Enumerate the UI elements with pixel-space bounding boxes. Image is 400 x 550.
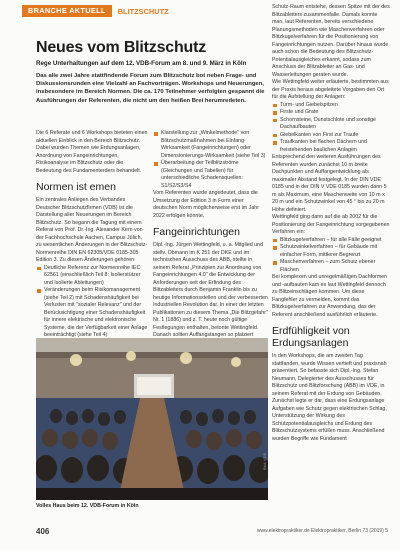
section-heading-erdfuehligkeit: Erdfühligkeit von Erdungsanlagen xyxy=(272,325,350,349)
paragraph: Schutz-Raum entstehe, dessen Spitze mit der des Blitzableiters zusammenfalle. Damals konnte man, laut Referenten, bereits verschiedene Planungsmethoden wie Maschenverfahren oder Blitzkugelverfahren für die Positionierung von Fangeinrichtungen nutzen. Darüber hinaus wurde auch schon die Bedeutung des Blitzschutz-Potentialausgleiches erkannt, sodass zum Anschluss der Blitzableiter an Gas- und Wasserleitungen geraten wurde. xyxy=(272,4,390,78)
list-item: Maschenverfahren – zum Schutz ebener Flächen xyxy=(272,259,390,274)
method-list xyxy=(272,237,390,275)
paragraph: Wettingfeld ging dann auf die ab 2002 für die Positionierung der Fangeinrichtung vorgegebenen Verfahren ein: xyxy=(272,214,390,235)
section-heading-normen: Normen ist emen xyxy=(36,181,116,193)
list-item: Klarstellung zur „Winkelmethode" von Blitzschutzmaßnahmen bei Einfang-Wirksamkeit (Fangeinrichtungen) oder Dimensionierungs-Wirksamkeit (siehe Teil 3) xyxy=(153,130,269,160)
paragraph: Wie Wettingfeld weiter erläuterte, bestimmten aus der Praxis heraus abgeleitete Vorgaben den Ort für die Aufstellung der Anlagen: xyxy=(272,79,389,100)
conference-photo xyxy=(36,338,268,500)
photo-caption: Volles Haus beim 12. VDB-Forum in Köln xyxy=(36,503,139,509)
paragraph: Entsprechend den weiteren Ausführungen des Referenten wurden zunächst 10 m breite Dachpunkten und Auffangentwicklung als maximaler Abstand festgelegt. In der DIN VDE 0185 und in der DIN V VDE 0185 wurden dann 5 m als Maximum, eine Maschenweite von 10 m x 20 m und ein Schutzwinkel von 45 ° bis zu 20 m Höhe definiert. xyxy=(272,154,387,213)
changes-list-continued xyxy=(153,130,269,190)
paragraph: Bei komplexen und unregelmäßigen Dachformen und -aufbauten kam es laut Wettingfeld dennoch zu Blitzeinschlägen kommen. Um diese Fangfehler zu vermeiden, kommt das Blitzkugelverfahren zur Anwendung, das der Referent anschließend ausführlich erläuterte. xyxy=(272,274,388,318)
list-item: Traufkanten bei flachen Dächern und freistehenden baulichen Anlagen xyxy=(272,139,390,154)
section-label: BLITZSCHUTZ xyxy=(117,6,169,16)
page-number: 406 xyxy=(36,526,50,536)
page-footer xyxy=(36,525,388,537)
column-2 xyxy=(153,130,269,347)
list-item: Turm- und Giebelspitzen xyxy=(272,102,390,110)
list-item: Deutliche Referenz zur Normenreihe IEC 62561 (einschließlich Teil 8: Isolierstützer und Isolierte Ableitungen) xyxy=(36,265,148,288)
section-heading-fangeinrichtungen: Fangeinrichtungen xyxy=(153,226,240,238)
column-3 xyxy=(272,4,390,443)
article-subtitle: Rege Unterhaltungen auf dem 12. VDB-Forum am 8. und 9. März in Köln xyxy=(36,60,247,67)
branche-tag: BRANCHE AKTUELL xyxy=(22,5,112,17)
list-item: Überarbeitung der Teilblitzströme (Gleichungen und Tabellen) für unterschiedliche Schadensquellen: S1/S2/S3/S4 xyxy=(153,160,269,190)
list-item: Schutzwinkelverfahren – für Gebäude mit einfacher Form, mittlerer Begrenzt xyxy=(272,244,390,259)
list-item: Firste und Grate xyxy=(272,109,390,117)
intro-paragraph: Die 6 Referate und 6 Workshops bieteten einen aktuellen Einblick in den Bereich Blitzschutz. Dabei wurden Themen wie Erdungsanlagen, Anordnung von Fangeinrichtungen, Risikoanalyse im Blitzschutz oder die Bedeutung des Fundamenterders behandelt. xyxy=(36,130,148,174)
list-item: Giebelkanten von First zur Traufe xyxy=(272,132,390,140)
fangeinrichtungen-paragraph: Dipl.-Ing. Jürgen Wettingfeld, u. a. Mitglied und stellv. Obmann im K 251 der DKE und im technischen Ausschuss des ABB, stellte in seinem Referat „Prinzipien zur Anordnung von Fangeinrichtungen 4.0" die Entwicklung der Anforderungen seit der Erfindung des Blitzableiters durch Benjamin Franklin bis zu heutige Informationsstellen und der verbesserten Industriellen Revolution dar. In einer der letzten Publikationen zu diesem Thema „Die Blitzgefahr" Nr. 1 (1886) und z. T. heute noch gültige Festlegungen enthalten, betonte Wettingfeld. Danach sollten Auffangstangen so platziert xyxy=(153,242,268,338)
placement-list xyxy=(272,102,390,155)
list-item: Blitzkugelverfahren – für alle Fälle geeignet xyxy=(272,237,390,245)
edition-note-paragraph: Vom Referenten wurde angedeutet, dass die Umsetzung der Edition 3 in Form einer deutschen Norm möglicherweise erst im Jahr 2022 erfolgen könnte. xyxy=(153,190,259,219)
publication-info: www.elektropraktiker.de Elektropraktiker, Berlin 73 (2019) 5 xyxy=(256,528,388,534)
article-title: Neues vom Blitzschutz xyxy=(36,39,207,56)
list-item: Veränderungen beim Risikomanagement (siehe Teil 2) mit Schadenshäufigkeit bei Verlusten mit "sozialer Relevanz" und der Berücksichtigung einer Schadenshäufigkeit für innere elektrische und elektronische Systeme, die der Verfügbarkeit einer Anlage beeinträchtigt (siehe Teil 4) xyxy=(36,287,148,340)
column-1 xyxy=(36,130,148,340)
article-lead: Das alle zwei Jahre stattfindende Forum zum Blitzschutz bot neben Frage- und Diskussionsrunden eine Vielzahl an Fachvorträgen. Workshops und Neuerungen, insbesondere im Bereich Normen. Die ca. 170 Teilnehmer verfolgten gespannt die Ausführungen der Referenten, die nicht um den heißen Brei herumredeten. xyxy=(36,73,265,104)
normen-paragraph: Ein zentrales Anliegen des Verbandes Deutscher Blitzschutzfirmen (VDB) ist die Darstellung aller Neuerungen im Bereich Blitzschutz. So begann die Tagung mit einem Referat von Prof. Dr.-Ing. Alexander Kern von der Fachhochschule Aachen, Campus Jülich, zu wesentlichen Änderungen in der Blitzschutz-Normenreihe DIN EN 62305/VDE 0185-305 Edition 3. Zu diesen Änderungen gehören: xyxy=(36,197,148,263)
photo-credit: Bild: VDB xyxy=(262,452,267,470)
changes-list xyxy=(36,265,148,340)
paragraph: In den Workshops, die am zweiten Tag stattfanden, wurde Wissen vertieft und praxisnah präsentiert. So befasste sich Dipl.-Ing. Stefan Neumann, Delegierter des Ausschusses für Blitzschutz und Blitzforschung (ABB) im VDE, in seinem Referat mit der Erdung von Gebäuden. Zunächst legte er dar, dass eine Erdungsanlage Aufgaben wie Schutz gegen elektrischen Schlag, Unterstützung der Wirkung des Schutzpotentialausgleichs und Erdung des Blitzschutzsystems erfüllen muss. Anschließend wurden Begriffe wie Fundament xyxy=(272,353,387,442)
list-item: Schornsteine, Dunstschlote und sonstige Dachaufbauten xyxy=(272,117,390,132)
conference-hall-illustration xyxy=(36,338,268,500)
